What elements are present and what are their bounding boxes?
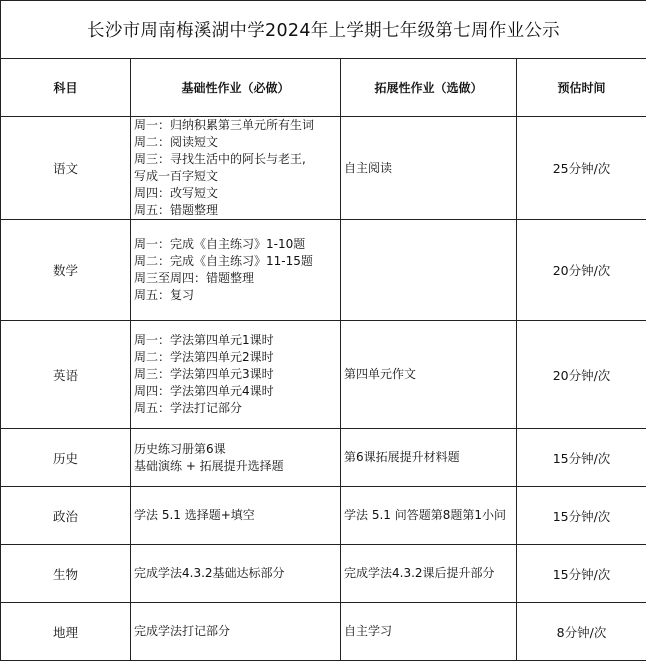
basic-homework-cell [131,321,341,429]
extension-homework-cell: 自主学习 [341,603,517,661]
homework-line: 基础演练 + 拓展提升选择题 [134,458,340,475]
table-row [1,487,646,545]
header-row [1,59,646,117]
subject-cell: 数学 [1,220,131,321]
page-title: 长沙市周南梅溪湖中学2024年上学期七年级第七周作业公示 [1,1,646,59]
homework-line: 周五：复习 [134,287,340,304]
subject-cell: 生物 [1,545,131,603]
time-cell: 15分钟/次 [517,429,646,487]
homework-line: 历史练习册第6课 [134,441,340,458]
homework-line: 周四：改写短文 [134,185,340,202]
time-cell: 20分钟/次 [517,321,646,429]
homework-line: 学法 5.1 选择题+填空 [134,507,340,524]
table-row [1,220,646,321]
table-row [1,545,646,603]
extension-homework-cell: 第6课拓展提升材料题 [341,429,517,487]
basic-homework-cell [131,220,341,321]
header-subject: 科目 [1,59,131,117]
table-row [1,117,646,220]
title-row [1,1,646,59]
subject-cell: 语文 [1,117,131,220]
time-cell: 8分钟/次 [517,603,646,661]
subject-cell: 政治 [1,487,131,545]
homework-line: 周三：寻找生活中的阿长与老王, [134,151,340,168]
homework-line: 周二：完成《自主练习》11-15题 [134,253,340,270]
basic-homework-cell [131,117,341,220]
homework-line: 周四：学法第四单元4课时 [134,383,340,400]
subject-cell: 英语 [1,321,131,429]
extension-homework-cell: 第四单元作文 [341,321,517,429]
homework-line: 周二：学法第四单元2课时 [134,349,340,366]
basic-homework-cell [131,603,341,661]
homework-line: 周一：学法第四单元1课时 [134,332,340,349]
homework-line: 周五：错题整理 [134,202,340,219]
homework-line: 周一：完成《自主练习》1-10题 [134,236,340,253]
time-cell: 20分钟/次 [517,220,646,321]
homework-line: 周五：学法打记部分 [134,400,340,417]
homework-line: 完成学法4.3.2基础达标部分 [134,565,340,582]
basic-homework-cell [131,429,341,487]
homework-line: 写成一百字短文 [134,168,340,185]
extension-homework-cell: 学法 5.1 问答题第8题第1小问 [341,487,517,545]
homework-line: 周一：归纳积累第三单元所有生词 [134,117,340,134]
time-cell: 25分钟/次 [517,117,646,220]
subject-cell: 地理 [1,603,131,661]
basic-homework-cell [131,545,341,603]
homework-line: 完成学法打记部分 [134,623,340,640]
time-cell: 15分钟/次 [517,545,646,603]
subject-cell: 历史 [1,429,131,487]
header-basic: 基础性作业（必做） [131,59,341,117]
table-row [1,429,646,487]
extension-homework-cell [341,220,517,321]
header-time: 预估时间 [517,59,646,117]
time-cell: 15分钟/次 [517,487,646,545]
extension-homework-cell: 自主阅读 [341,117,517,220]
basic-homework-cell [131,487,341,545]
table-row [1,603,646,661]
table-row [1,321,646,429]
header-extension: 拓展性作业（选做） [341,59,517,117]
homework-line: 周二：阅读短文 [134,134,340,151]
extension-homework-cell: 完成学法4.3.2课后提升部分 [341,545,517,603]
homework-line: 周三：学法第四单元3课时 [134,366,340,383]
homework-line: 周三至周四：错题整理 [134,270,340,287]
